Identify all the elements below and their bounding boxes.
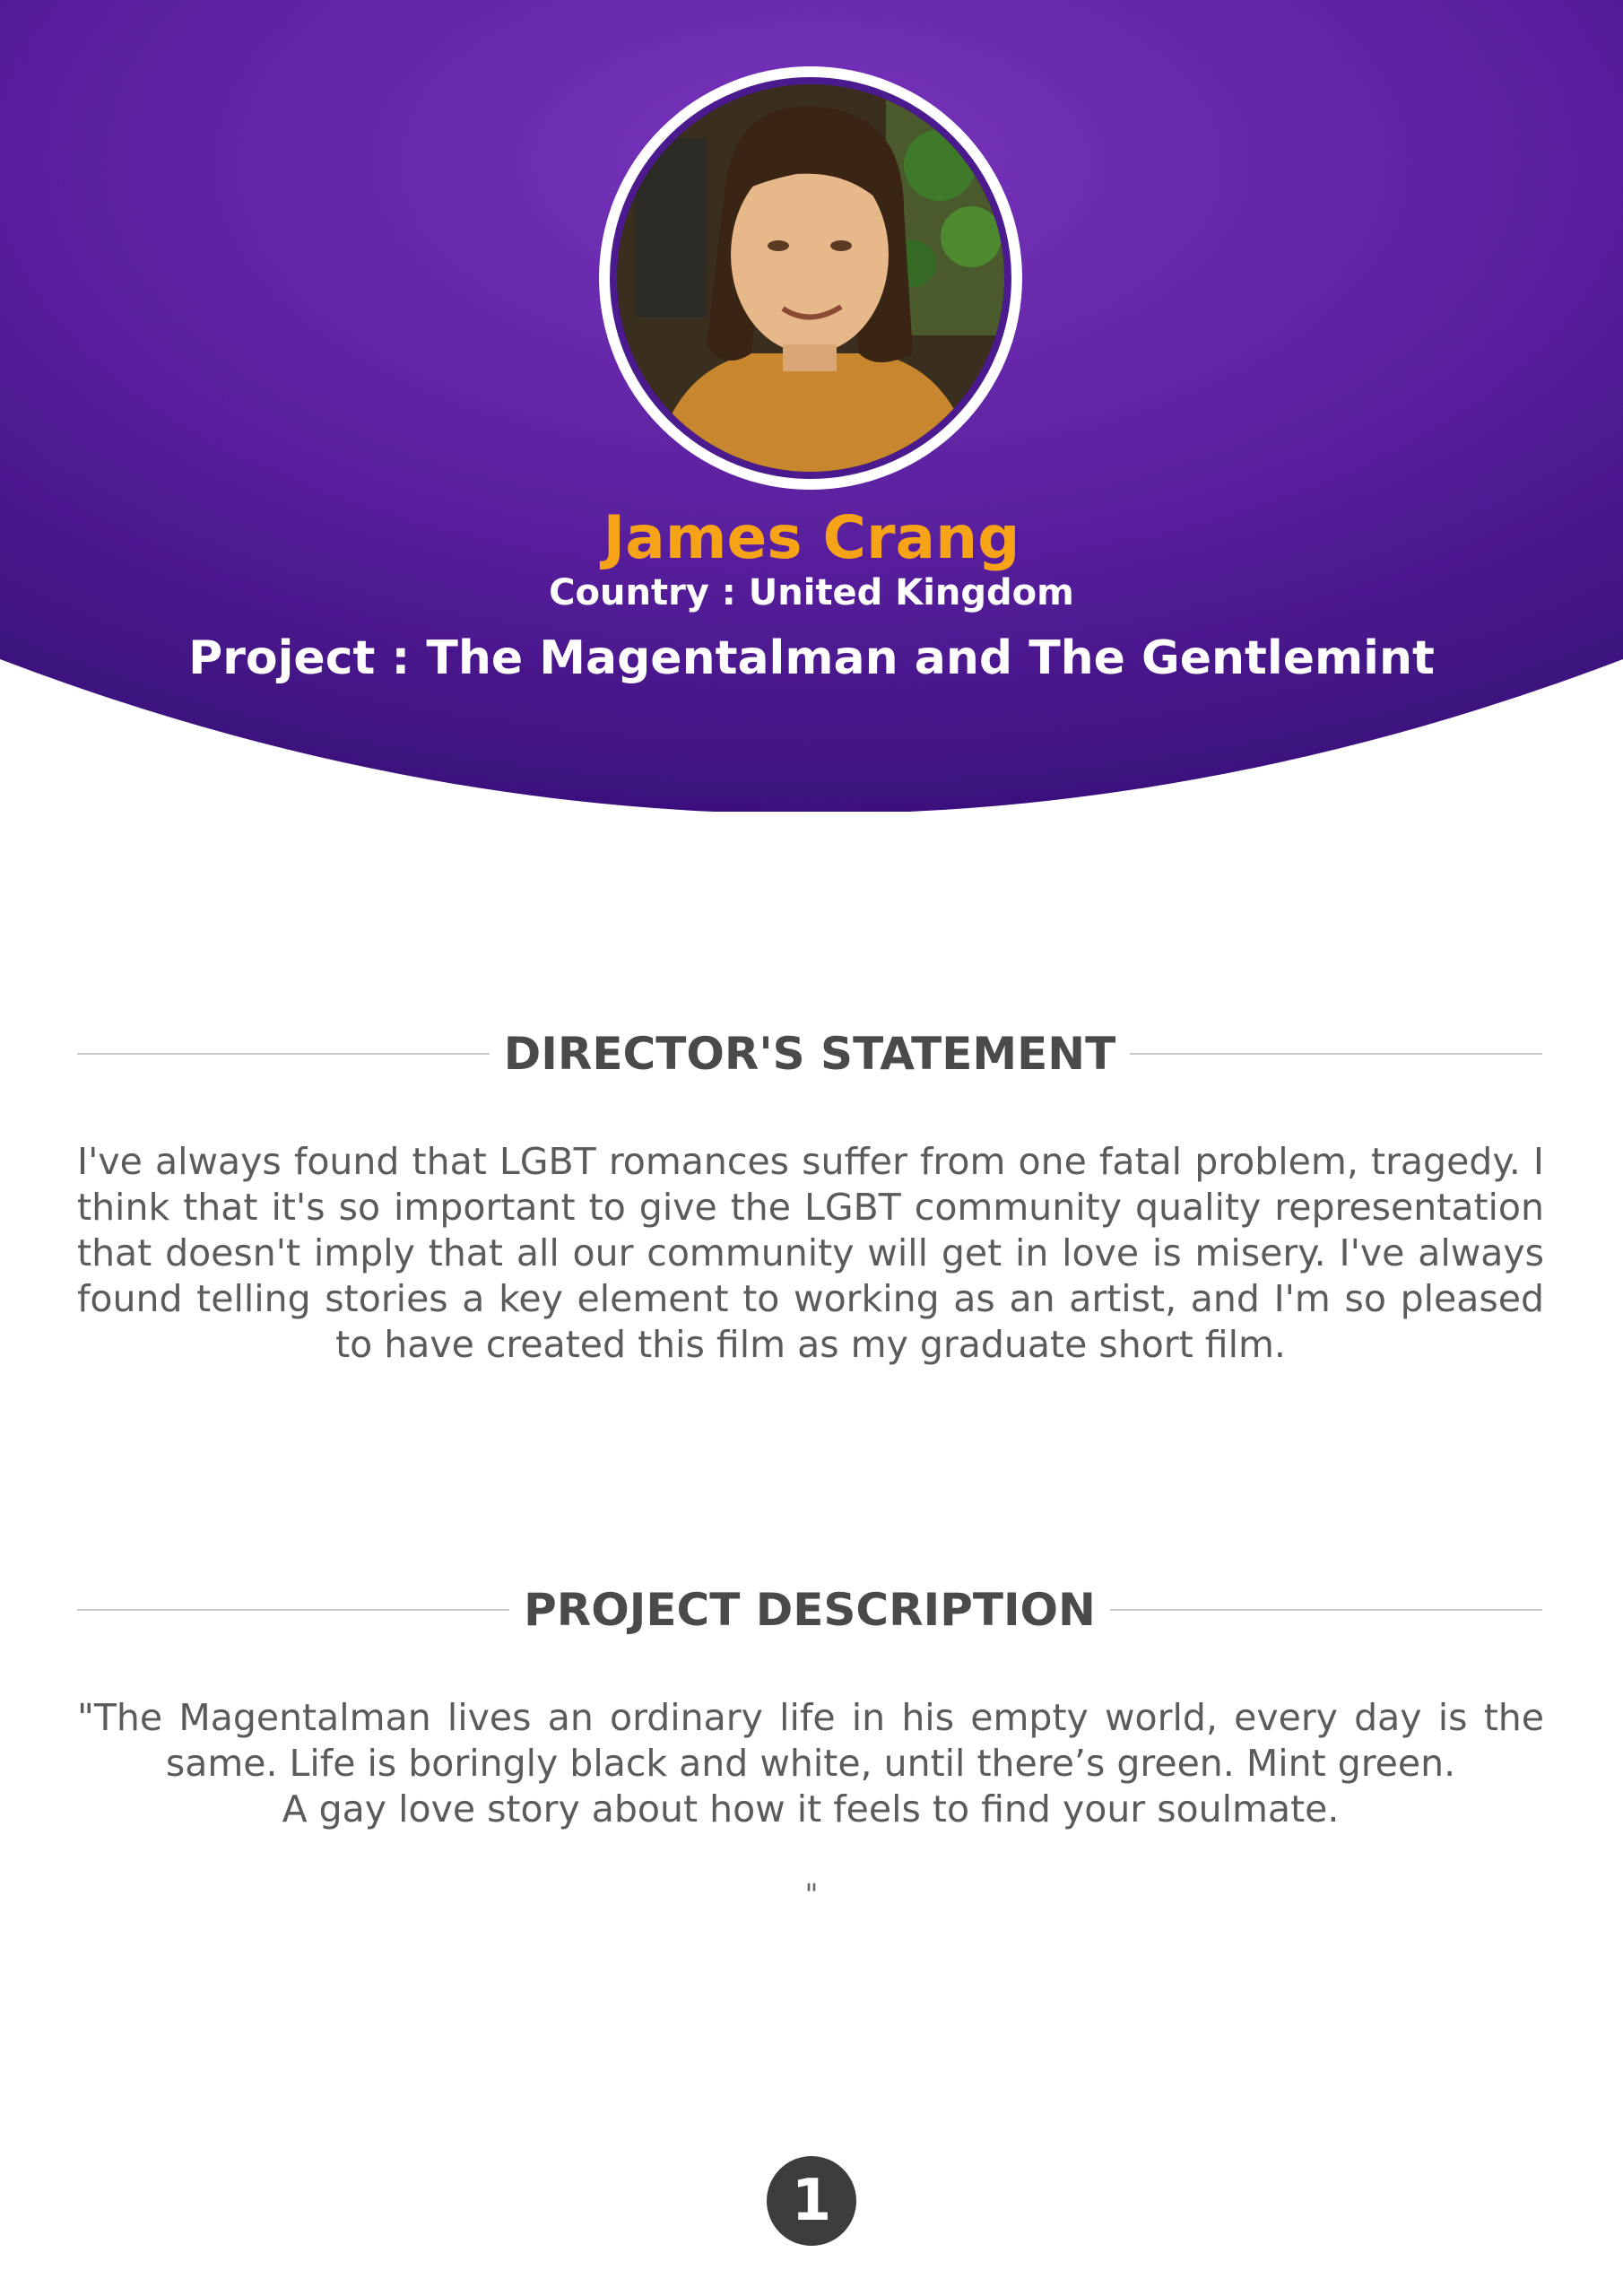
description-line-2: A gay love story about how it feels to find your soulmate.	[282, 1787, 1340, 1831]
description-line-1: "The Magentalman lives an ordinary life in his empty world, every day is the same. Life is boringly black and white, until there’s green. Mint green.	[77, 1696, 1544, 1785]
closing-quote: "	[804, 1877, 819, 1911]
portrait-illustration	[617, 84, 1004, 472]
description-title: PROJECT DESCRIPTION	[524, 1584, 1096, 1636]
divider-left	[77, 1609, 509, 1611]
statement-title: DIRECTOR'S STATEMENT	[503, 1028, 1116, 1080]
director-name: James Crang	[603, 503, 1020, 572]
page-number-badge: 1	[767, 2156, 856, 2246]
statement-text: I've always found that LGBT romances suffer from one fatal problem, tragedy. I think that it's so important to give the LGBT community quality representation that doesn't imply that all our community will get in love is misery. I've always found telling stories a key element to working as an artist, and I'm so pleased to have created this film as my graduate short film.	[77, 1140, 1544, 1366]
director-avatar	[599, 66, 1022, 490]
project-title: Project : The Magentalman and The Gentlemint	[188, 631, 1435, 685]
country-label: Country : United Kingdom	[549, 572, 1074, 613]
description-text	[77, 1695, 1544, 1832]
description-section-heading	[77, 1578, 1542, 1641]
statement-section-heading	[77, 1022, 1542, 1085]
divider-left	[77, 1053, 490, 1055]
divider-right	[1130, 1053, 1542, 1055]
divider-right	[1110, 1609, 1542, 1611]
